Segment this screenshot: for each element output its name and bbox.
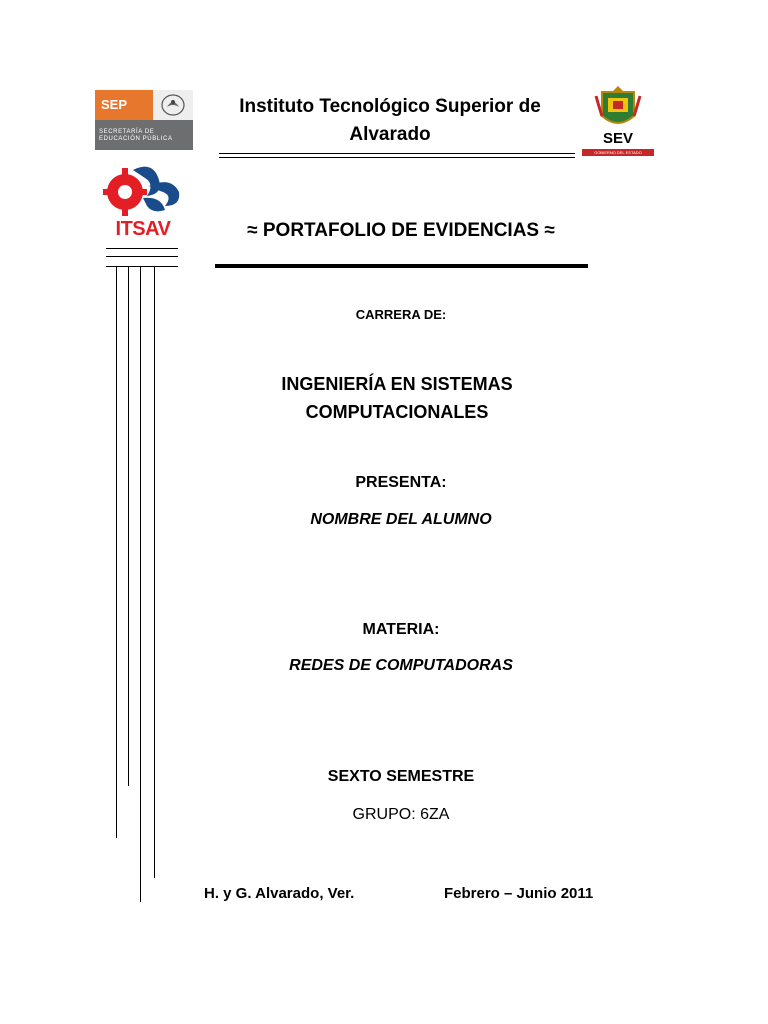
itsav-emblem-icon xyxy=(103,162,183,218)
footer-place: H. y G. Alvarado, Ver. xyxy=(204,885,355,902)
career-name xyxy=(215,370,579,426)
sep-logo xyxy=(95,90,193,150)
footer-date: Febrero – Junio 2011 xyxy=(444,885,594,902)
semester: SEXTO SEMESTRE xyxy=(327,768,475,785)
student-name: NOMBRE DEL ALUMNO xyxy=(310,511,492,528)
career-label: CARRERA DE: xyxy=(355,307,447,322)
career-line1: INGENIERÍA EN SISTEMAS xyxy=(281,374,513,394)
sidebar-vline-1 xyxy=(116,266,117,838)
institution-line1: Instituto Tecnológico Superior de xyxy=(239,96,541,117)
materia-value: REDES DE COMPUTADORAS xyxy=(289,657,513,674)
group: GRUPO: 6ZA xyxy=(352,806,450,823)
title-rule xyxy=(215,264,588,268)
presenta-label: PRESENTA: xyxy=(355,474,447,491)
sidebar-rule-2 xyxy=(106,256,178,257)
itsav-logo xyxy=(103,162,183,242)
sep-line1: SECRETARÍA DE xyxy=(99,129,155,135)
sev-logo xyxy=(580,86,656,158)
veracruz-coat-of-arms-icon xyxy=(580,86,656,130)
mexico-eagle-icon xyxy=(153,90,193,120)
itsav-wordmark: ITSAV xyxy=(115,218,171,240)
sep-line2: EDUCACIÓN PÚBLICA xyxy=(99,136,173,142)
sev-wordmark: SEV xyxy=(602,130,633,147)
career-line2: COMPUTACIONALES xyxy=(305,402,489,422)
sev-caption: GOBIERNO DEL ESTADO xyxy=(582,149,654,156)
institution-line2: Alvarado xyxy=(349,124,431,145)
sep-abbrev: SEP xyxy=(95,90,153,120)
sidebar-vline-4 xyxy=(154,266,155,878)
materia-label: MATERIA: xyxy=(362,621,440,638)
institution-title xyxy=(215,93,565,149)
sidebar-vline-3 xyxy=(140,266,141,902)
sidebar-rule-1 xyxy=(106,248,178,249)
sidebar-vline-2 xyxy=(128,266,129,786)
document-title: ≈ PORTAFOLIO DE EVIDENCIAS ≈ xyxy=(247,220,555,241)
header-rule-bottom xyxy=(219,157,575,158)
header-rule-top xyxy=(219,153,575,154)
